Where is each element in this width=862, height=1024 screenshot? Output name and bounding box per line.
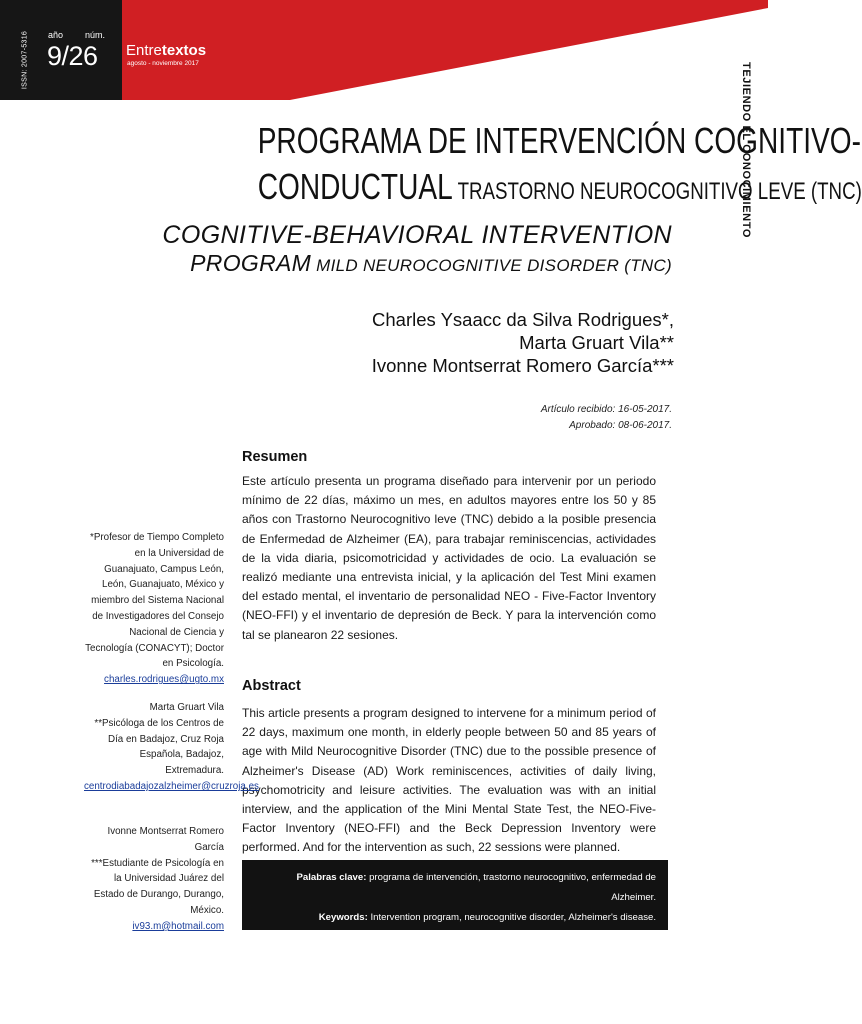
title-en-line1: COGNITIVE-BEHAVIORAL INTERVENTION	[162, 221, 672, 249]
footnote-author-2	[84, 700, 259, 795]
resumen-text: Este artículo presenta un programa diseñado para intervenir por un periodo mínimo de 22 días, máximo un mes, en adultos mayores entre los 50 y 85 años con Trastorno Neurocognitivo leve (TNC) debido a la posible presencia de Enfermedad de Alzheimer (EA), para trabajar reminiscencias, actividades de la vida diaria, psicomotricidad y actividades de ocio. La evaluación se realizó mediante una entrevista inicial, y la aplicación del Test Mini examen del estado mental, el inventario de personalidad NEO - Five-Factor Inventory (NEO-FFI) y el inventario de depresión de Beck. Y para la intervención como tal se planearon 22 sesiones.	[242, 474, 656, 642]
title-es-line2: CONDUCTUAL TRASTORNO NEUROCOGNITIVO LEVE (TNC)	[257, 166, 862, 207]
email-link-3[interactable]: iv93.m@hotmail.com	[132, 920, 224, 932]
footnote-author-1	[84, 530, 224, 688]
number-label: núm.	[85, 30, 106, 40]
issue-date-range: agosto - noviembre 2017	[127, 60, 199, 67]
year-label: año	[48, 30, 64, 40]
issn-label: ISSN: 2007-5316	[21, 30, 29, 90]
keywords-es: Palabras clave: programa de intervención, trastorno neurocognitivo, enfermedad de Alzheimer.	[296, 872, 656, 903]
footnote-2-name: Marta Gruart Vila	[149, 702, 224, 713]
footnote-1-text: *Profesor de Tiempo Completo en la Universidad de Guanajuato, Campus León, León, Guanajuato, México y miembro del Sistema Nacional de Investigadores del Consejo Nacional de Ciencia y Tecnología (CONACYT); Doctor en Psicología.	[85, 532, 224, 670]
footnote-2-text: **Psicóloga de los Centros de Día en Badajoz, Cruz Roja Española, Badajoz, Extremadura.	[94, 717, 224, 777]
keywords-box	[242, 860, 668, 930]
email-link-2[interactable]: centrodiabadajozalzheimer@cruzroja.es	[84, 780, 259, 792]
email-link-1[interactable]: charles.rodrigues@ugto.mx	[104, 674, 224, 686]
section-side-label: TEJIENDO EL CONOCIMIENTO	[740, 62, 752, 238]
resumen-heading: Resumen	[242, 449, 308, 465]
keywords-en: Keywords: Intervention program, neurocognitive disorder, Alzheimer's disease.	[318, 912, 656, 923]
received-date: Artículo recibido: 16-05-2017.	[540, 404, 672, 415]
abstract-heading: Abstract	[242, 678, 301, 694]
footnote-3-name: Ivonne Montserrat Romero García	[107, 826, 224, 853]
abstract-text: This article presents a program designed to intervene for a minimum period of 22 days, maximum one month, in elderly people between 50 and 85 years of age with Mild Neurocognitive Disorder (TNC) due to the possible presence of Alzheimer's Disease (AD) Work reminiscences, activities of daily living, psychomotricity and leisure activities. The evaluation was with an initial interview, and the application of the Mini Mental State Test, the NEO-Five-Factor Inventory (NEO-FFI) and the Beck Depression Inventory were performed. And for the intervention as such, 22 sessions were planned.	[242, 706, 656, 855]
author-1: Charles Ysaacc da Silva Rodrigues*,	[372, 309, 674, 330]
footnote-author-3	[84, 824, 224, 935]
approved-date: Aprobado: 08-06-2017.	[569, 420, 672, 431]
author-2: Marta Gruart Vila**	[519, 332, 674, 353]
header-red-band	[122, 0, 768, 100]
title-es-line1: PROGRAMA DE INTERVENCIÓN COGNITIVO-	[257, 120, 861, 161]
journal-logo: Entretextos	[126, 42, 207, 59]
title-en-line2: PROGRAM MILD NEUROCOGNITIVE DISORDER (TNC)	[190, 250, 672, 276]
issue-number: 9/26	[47, 41, 98, 71]
footnote-3-text: ***Estudiante de Psicología en la Universidad Juárez del Estado de Durango, Durango, México.	[91, 857, 224, 916]
author-3: Ivonne Montserrat Romero García***	[371, 355, 674, 376]
article-dates	[541, 402, 672, 434]
